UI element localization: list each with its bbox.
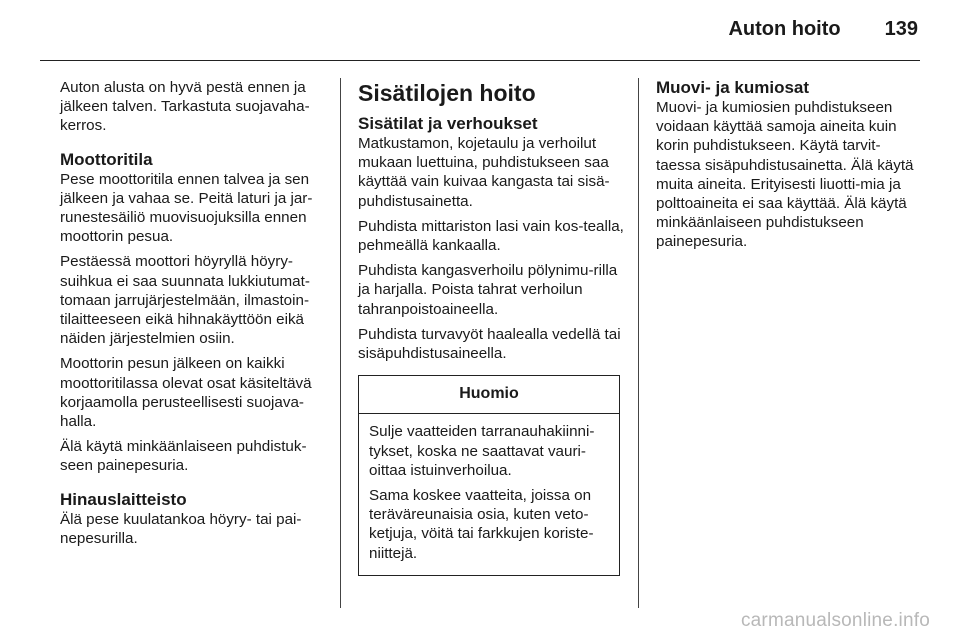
interior-paragraph-2: Puhdista mittariston lasi vain kos-tealla, pehmeällä kankaalla. xyxy=(358,217,624,255)
column-1 xyxy=(60,78,332,554)
engine-paragraph-3: Moottorin pesun jälkeen on kaikki moottoritilassa olevat osat käsiteltävä korjaamolla perusteellisesti suojava-halla. xyxy=(60,355,312,431)
caution-title: Huomio xyxy=(359,376,619,414)
interior-paragraph-1: Matkustamon, kojetaulu ja verhoilut mukaan luettuina, puhdistukseen saa käyttää vain kuivaa kangasta tai sisä-puhdistusainetta. xyxy=(358,135,610,210)
page-title: Auton hoito xyxy=(728,18,841,40)
plastic-rubber-heading: Muovi- ja kumiosat xyxy=(656,78,810,97)
engine-paragraph-2: Pestäessä moottori höyryllä höyry-suihkua ei saa suunnata lukkiutumat-tomaan jarrujärjestelmään, ilmastoin-tilaitteeseen eikä hihnakäyttöön eikä näiden järjestelmien osiin. xyxy=(60,253,310,348)
column-2 xyxy=(358,78,624,576)
engine-paragraph-4: Älä käytä minkäänlaiseen puhdistuk-seen painepesuria. xyxy=(60,438,307,475)
caution-paragraph-2: Sama koskee vaatteita, joissa on teräväreunaisia osia, kuten veto-ketjuja, vöitä tai farkkujen koriste-niittejä. xyxy=(369,487,594,562)
caution-box xyxy=(358,375,620,576)
column-divider-1 xyxy=(340,78,341,608)
interior-subheading: Sisätilat ja verhoukset xyxy=(358,114,538,133)
column-divider-2 xyxy=(638,78,639,608)
header-rule xyxy=(40,60,920,61)
intro-paragraph: Auton alusta on hyvä pestä ennen ja jälkeen talven. Tarkastuta suojavaha-kerros. xyxy=(60,79,310,135)
interior-paragraph-4: Puhdista turvavyöt haalealla vedellä tai sisäpuhdistusaineella. xyxy=(358,325,621,363)
caution-body xyxy=(359,414,619,574)
watermark: carmanualsonline.info xyxy=(740,610,930,631)
interior-paragraph-3: Puhdista kangasverhoilu pölynimu-rilla ja harjalla. Poista tahrat verhoilun tahranpoistoaineella. xyxy=(358,262,618,318)
plastic-rubber-paragraph: Muovi- ja kumiosien puhdistukseen voidaan käyttää samoja aineita kuin korin puhdistukseen. Käytä tarvit-taessa sisäpuhdistusainetta. Älä käytä muita aineita. Erityisesti liuotti-mia ja polttoaineita ei saa käyttää. Älä käytä minkäänlaiseen puhdistukseen painepesuria. xyxy=(656,99,914,251)
caution-paragraph-1: Sulje vaatteiden tarranauhakiinni-tykset, koska ne saattavat vauri-oittaa istuinverhoilua. xyxy=(369,423,595,479)
column-3 xyxy=(656,78,922,258)
page-number: 139 xyxy=(884,18,918,40)
tow-heading: Hinauslaitteisto xyxy=(60,489,187,509)
tow-paragraph: Älä pese kuulatankoa höyry- tai pai-nepesurilla. xyxy=(60,510,302,547)
section-heading: Sisätilojen hoito xyxy=(358,80,536,106)
engine-heading: Moottoritila xyxy=(60,149,153,169)
engine-paragraph-1: Pese moottoritila ennen talvea ja sen jälkeen ja vahaa se. Peitä laturi ja jar-runestesäiliö muovisuojuksilla ennen moottorin pesua. xyxy=(60,170,313,246)
page-header xyxy=(728,18,918,41)
